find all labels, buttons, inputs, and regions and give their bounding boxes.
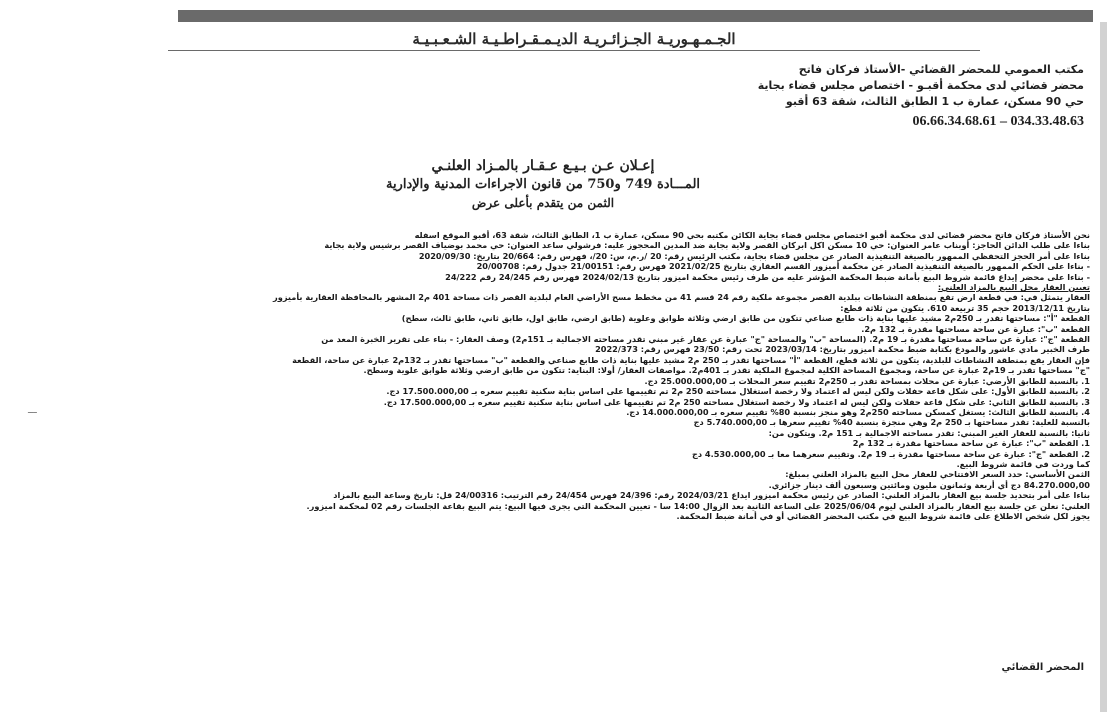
body-line: - بناءا على الحكم الممهور بالصيغة التنفيذية الصادر عن محكمة أميزور القسم العقاري بتاريخ 2021/02/25 فهرس رقم: 21/00151 جدول رقم: 20/00708 [476,261,1090,272]
margin-mark: ـــ [28,405,37,416]
body-line: 84.270.000,00 دج أي أربعة وثمانون مليون ومائتين وسبعون ألف دينار جزائري. [768,479,1090,490]
title-line-1: إعـلان عـن بـيـع عـقـار بالمـزاد العلنـي [431,158,655,174]
body-line: الثمن الأساسي: حدد السعر الافتتاحي للعقار محل البيع بالمزاد العلني بمبلغ: [785,469,1090,480]
office-address-block [344,62,1084,130]
body-line: القطعة "ج": عبارة عن ساحة مساحتها مقدرة بـ 19 م2. (المساحة "ب" والمساحة "ج" عبارة عن عقار غير مبني تقدر مساحته الاجمالية بـ 151م2) وصف العقار: - بناء على تقرير الخبرة المعد من [321,334,1090,345]
body-line: 1. القطعة "ب": عبارة عن ساحة مساحتها مقدرة بـ 132 م2 [852,438,1090,449]
office-address: حي 90 مسكن، عمارة ب 1 الطابق الثالث، شقة 63 أقبو [785,95,1084,108]
document-page [168,22,1100,716]
body-line: نحن الأستاذ فركان فاتح محضر قضائي لدى محكمة أقبو اختصاص مجلس قضاء بجاية الكائن مكتبه بحي 90 مسكن، عمارة ب 1، الطابق الثالث، شقة 63، أقبو الموقع اسفله [414,230,1090,240]
body-line: "ج" مساحتها تقدر بـ 19م2 عبارة عن ساحة، ومجموع المساحة الكلية لمجموع الملكية تقدر بـ 401م2. مواصفات العقار/ أولا: البناية: تتكون من طابق ارضي وثلاثة طوابق علوية وسطح. [363,365,1090,376]
body-line: تعيين العقار محل البيع بالمزاد العلني: [937,282,1090,293]
signature-label: المحضر القضائي [1001,662,1084,673]
republic-header: الجـمـهـوريـة الجـزائـريـة الديـمـقـراطـيـة الشـعـبـيـة [168,30,980,51]
body-line: 2. القطعة "ج": عبارة عن ساحة مساحتها مقدرة بـ 19 م2. وتقييم سعرهما معا بـ 4.530.000,00 دج [691,448,1090,459]
body-line: 4. بالنسبة للطابق الثالث: يستغل كمسكن مساحته 250م2 وهو منجز بنسبة 80% تقييم سعره بـ 14.000.000,00 دج. [626,406,1090,417]
body-line: بتاريخ 2013/12/11 حجم 35 تربيعة 610. يتكون من ثلاثة قطع: [840,302,1090,313]
scan-right-edge [1100,22,1107,712]
body-line: بناءا على أمر بتحديد جلسة بيع العقار بالمزاد العلني: الصادر عن رئيس محكمة اميزور ايداع 2024/03/21 رقم: 24/396 فهرس 24/454 رقم الترتيب: 24/00316 قل: تاريخ وساعة البيع بالمزاد [333,490,1090,501]
office-name: مكتب العمومي للمحضر القضائي -الأستاذ فركان فاتح [798,63,1084,76]
office-phones: 06.66.34.68.61 – 034.33.48.63 [912,114,1084,129]
body-line: بناءا على أمر الحجز التحفظي الممهور بالصيغة التنفيذية الصادر عن مجلس قضاء بجاية، مكتب الرئيس رقم: 20 /ر.م، س: 20/، فهرس رقم: 20/664 بتاريخ: 2020/09/30 [418,250,1090,261]
body-line: 1. بالنسبة للطابق الأرضي: عبارة عن محلات بمساحة تقدر بـ 250م2 تقييم سعر المحلات بـ 25.000.000,00 دج. [644,375,1090,386]
body-line: العلني: نعلن عن جلسة بيع العقار بالمزاد العلني ليوم 2025/06/04 على الساعة الثانية بعد الزوال 14:00 سا - تعيين المحكمة التي يجرى فيها البيع: يتم البيع بقاعة الجلسات رقم 02 لمحكمة اميزور. [306,500,1090,511]
body-line: ثانيا: بالنسبة للعقار الغير المبني: تقدر مساحته الاجمالية بـ 151 م2. ويتكون من: [768,427,1090,438]
scan-top-edge [178,10,1093,22]
body-line: القطعة "أ": مساحتها تقدر بـ 250م2 مشيد عليها بناية ذات طابع صناعي تتكون من طابق ارضي وثلاثة طوابق وعلوية (طابق ارضي، طابق اول، طابق ثاني، طابق ثالث، سطح) [401,313,1090,324]
body-line: 2. بالنسبة للطابق الأول: على شكل قاعة حفلات ولكن ليس له اعتماد ولا رخصة استغلال مساحته 250 م2 تم تقييمها على اساس بناية سكنية تقييم سعره بـ 17.500.000,00 دج. [386,386,1090,397]
body-line: 3. بالنسبة للطابق الثاني: على شكل قاعة حفلات ولكن ليس له اعتماد ولا رخصة استغلال مساحته 250 م2 تم تقييمها على اساس بناية سكنية تقييم سعره بـ 17.500.000,00 دج. [383,396,1090,407]
body-line: فإن العقار يقع بمنطقة النشاطات للبلدية، يتكون من ثلاثة قطع، القطعة "أ" مساحتها تقدر بـ 250 م2 مشيد عليها بناية ذات طابع صناعي والقطعة "ب" مساحتها تقدر بـ 132م2 عبارة عن ساحة، القطعة [292,354,1090,365]
office-jurisdiction: محضر قضائي لدى محكمة أقبـو - اختصاص مجلس قضاء بجاية [757,79,1084,92]
title-line-3: الثمن من يتقدم بأعلى عرض [471,196,615,210]
body-line: يجوز لكل شخص الاطلاع على قائمة شروط البيع في مكتب المحضر القضائي أو في أمانة ضبط المحكمة. [676,510,1090,521]
body-line: بالنسبة للعلية: تقدر مساحتها بـ 250 م2 وهي منجزة بنسبة 40% تقييم سعرها بـ 5.740.000,00 دج [693,417,1090,428]
body-line: طرف الخبير مادي عاشور والمودع بكتابة ضبط محكمة اميزور بتاريخ: 2023/03/14 تحت رقم: 23/50 فهرس رقم: 2022/373 [595,344,1090,355]
body-line: بناءا على طلب الدائن الحاجز: أوبناب عامر العنوان: حي 10 مسكن اكل ابركان القصر ولاية بجاية ضد المدين المحجوز عليه: فرشولي ساعد العنوان: حي محمد بوضياف القصر برشيس ولاية بجاية [324,240,1090,251]
announcement-title [328,156,758,212]
body-line: القطعة "ب": عبارة عن ساحة مساحتها مقدرة بـ 132 م2. [861,323,1090,334]
announcement-body [176,230,1090,521]
body-line: العقار يتمثل في: في قطعة ارض تقع بمنطقة النشاطات ببلدية القصر مجموعة ملكية رقم 24 قسم 41 من مخطط مسح الأراضي العام لبلدية القصر ذات مساحة 401 م2 المشهر بالمحافظة العقارية بأميزور [273,292,1090,303]
title-line-2: المـــادة 749 و750 من قانون الاجراءات المدنية والإدارية [385,177,701,192]
body-line: كما وردت في قائمة شروط البيع. [956,458,1090,469]
body-line: - بناءا على محضر إيداع قائمة شروط البيع بأمانة ضبط المحكمة المؤشر عليه من طرف رئيس محكمة اميزور بتاريخ 2024/02/13 فهرس رقم 24/245 رقم 24/222 [445,271,1090,282]
